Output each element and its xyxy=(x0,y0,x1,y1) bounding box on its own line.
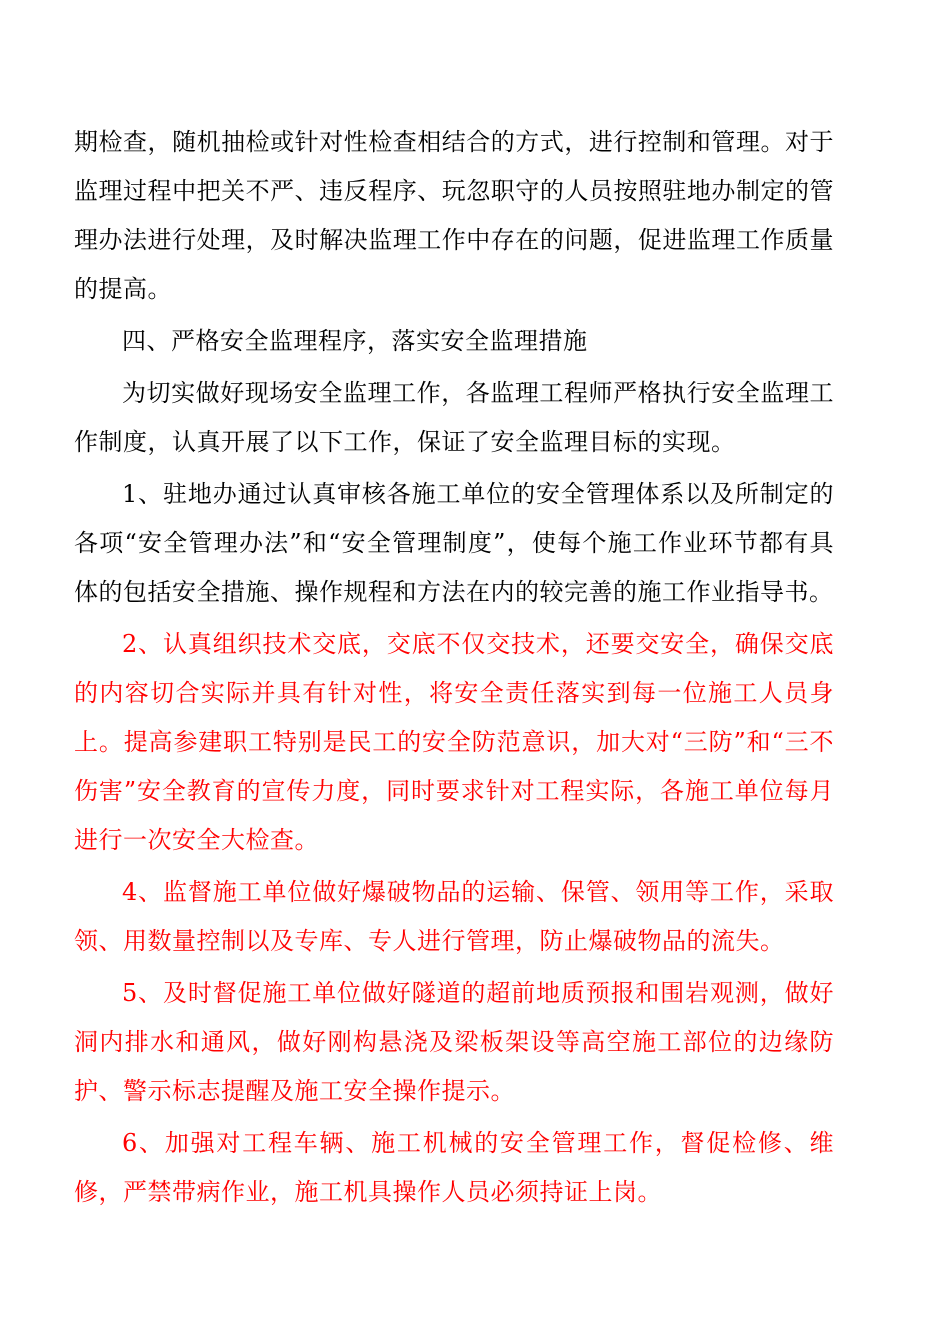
paragraph-item-4: 4、监督施工单位做好爆破物品的运输、保管、领用等工作，采取领、用数量控制以及专库、专人进行管理，防止爆破物品的流失。 xyxy=(74,878,834,955)
paragraph-item-6: 6、加强对工程车辆、施工机械的安全管理工作，督促检修、维修，严禁带病作业，施工机具操作人员必须持证上岗。 xyxy=(74,1129,834,1206)
paragraph-continuation: 期检查，随机抽检或针对性检查相结合的方式，进行控制和管理。对于监理过程中把关不严、违反程序、玩忽职守的人员按照驻地办制定的管理办法进行处理，及时解决监理工作中存在的问题，促进监理工作质量的提高。 xyxy=(74,128,834,303)
document-body xyxy=(74,118,834,1220)
section-heading: 四、严格安全监理程序，落实安全监理措施 xyxy=(122,327,588,355)
paragraph-item-5: 5、及时督促施工单位做好隧道的超前地质预报和围岩观测，做好洞内排水和通风，做好刚构悬浇及梁板架设等高空施工部位的边缘防护、警示标志提醒及施工安全操作提示。 xyxy=(74,979,834,1105)
paragraph-item-2: 2、认真组织技术交底，交底不仅交技术，还要交安全，确保交底的内容切合实际并具有针对性，将安全责任落实到每一位施工人员身上。提高参建职工特别是民工的安全防范意识，加大对“三防”和“三不伤害”安全教育的宣传力度，同时要求针对工程实际，各施工单位每月进行一次安全大检查。 xyxy=(74,630,834,854)
paragraph-item-1: 1、驻地办通过认真审核各施工单位的安全管理体系以及所制定的各项“安全管理办法”和“安全管理制度”，使每个施工作业环节都有具体的包括安全措施、操作规程和方法在内的较完善的施工作业指导书。 xyxy=(74,480,834,606)
paragraph-intro: 为切实做好现场安全监理工作，各监理工程师严格执行安全监理工作制度，认真开展了以下工作，保证了安全监理目标的实现。 xyxy=(74,379,834,456)
